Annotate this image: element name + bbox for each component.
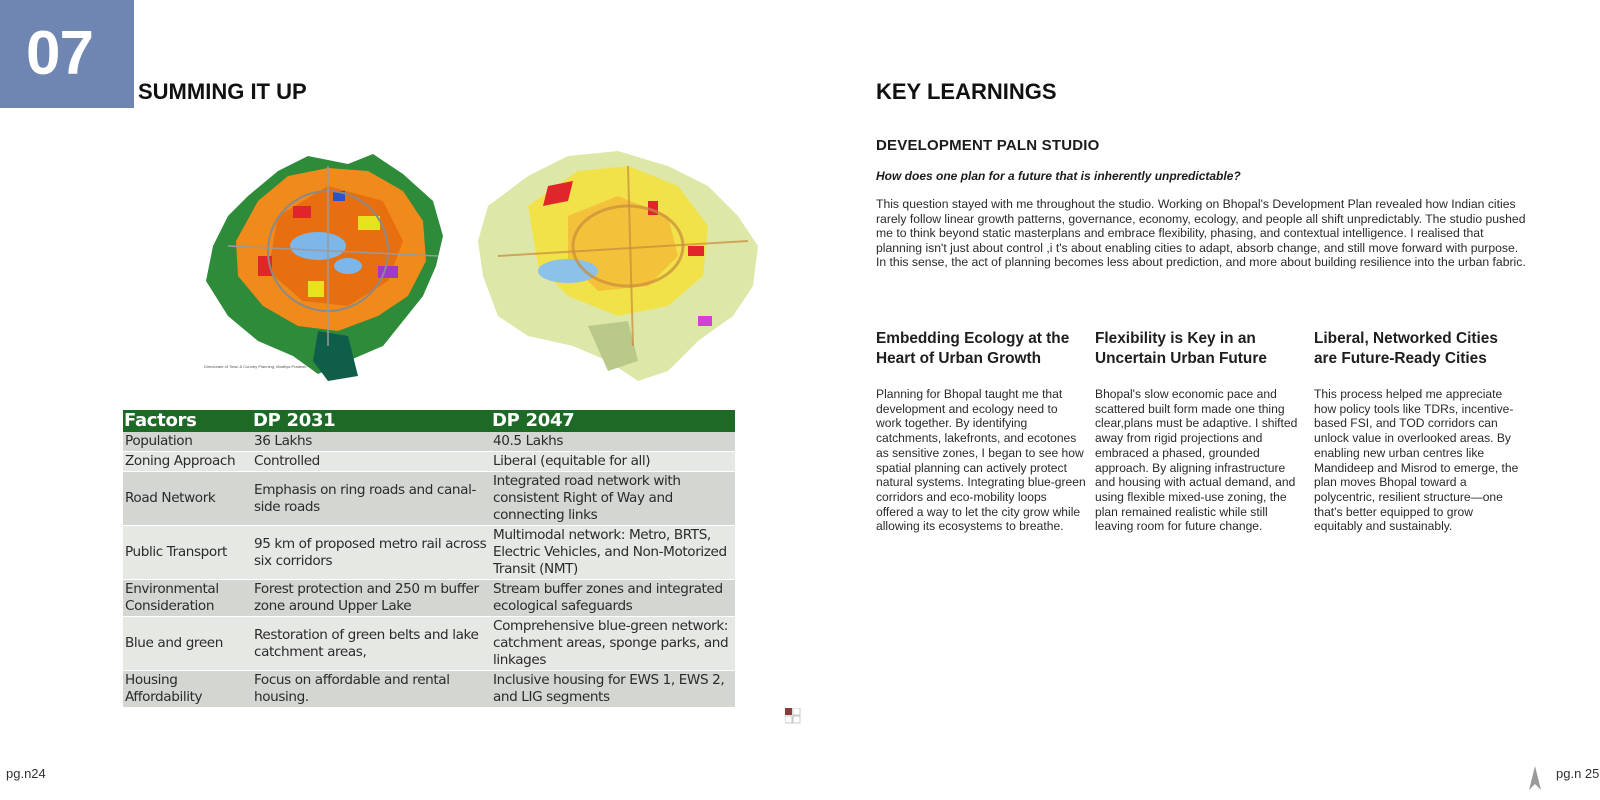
- learning-heading: Embedding Ecology at the Heart of Urban Growth: [876, 330, 1070, 367]
- table-header-row: [123, 410, 735, 432]
- factor-cell: Public Transport: [123, 526, 252, 580]
- dp-comparison-table: [123, 410, 735, 708]
- dp-2031-cell: Emphasis on ring roads and canal-side roads: [252, 472, 491, 526]
- learning-body: Planning for Bhopal taught me that development and ecology need to work together. By identifying catchments, lakefronts, and ecotones as sensitive zones, I began to see how spatial planning can actively protect natural systems. Integrating blue-green corridors and eco-mobility loops offered a way to let the city grow while allowing its ecosystems to breathe.: [876, 387, 1086, 534]
- intro-paragraph: This question stayed with me throughout the studio. Working on Bhopal's Development Plan revealed how Indian cities rarely follow linear growth patterns, governance, economy, ecology, and people all shift unpredictably. The studio pushed me to think beyond static masterplans and embrace flexibility, phasing, and contextual intelligence. I realised that planning isn't just about control ,i t's about enabling cities to adapt, absorb change, and still move forward with purpose. In this sense, the act of planning becomes less about prediction, and more about building resilience into the urban fabric.: [876, 197, 1526, 270]
- header-factors: Factors: [123, 410, 252, 432]
- dp-2031-cell: Focus on affordable and rental housing.: [252, 671, 491, 708]
- dp-2031-cell: Controlled: [252, 452, 491, 472]
- chapter-number: 07: [26, 19, 93, 88]
- table-row: [123, 671, 735, 708]
- table-row: [123, 580, 735, 617]
- table-row: [123, 432, 735, 452]
- dp-2031-cell: 36 Lakhs: [252, 432, 491, 452]
- development-plan-maps: [198, 146, 768, 386]
- learning-column-flexibility: [1095, 329, 1305, 534]
- dp-2031-map: [206, 154, 443, 381]
- learning-column-networked: [1314, 329, 1524, 534]
- learning-body: Bhopal's slow economic pace and scattered built form made one thing clear,plans must be adaptive. I shifted away from rigid projections and embraced a phased, grounded approach. By aligning infrastructure and housing with actual demand, and using flexible mixed-use zoning, the plan remained realistic while still leaving room for future change.: [1095, 387, 1298, 534]
- learning-column-ecology: [876, 329, 1086, 534]
- right-page-title: KEY LEARNINGS: [876, 79, 1057, 104]
- factor-cell: Housing Affordability: [123, 671, 252, 708]
- factor-cell: Zoning Approach: [123, 452, 252, 472]
- studio-subtitle: DEVELOPMENT PALN STUDIO: [876, 137, 1100, 154]
- table-row: [123, 617, 735, 671]
- learning-body: This process helped me appreciate how policy tools like TDRs, incentive-based FSI, and TOD corridors can unlock value in overlooked areas. By enabling new urban centres like Mandideep and Misrod to emerge, the plan moves Bhopal toward a polycentric, resilient structure—one that's better equipped to grow equitably and sustainably.: [1314, 387, 1519, 534]
- north-arrow-icon: [1528, 766, 1542, 792]
- grid-mark-icon: [785, 708, 801, 724]
- dp-2047-cell: 40.5 Lakhs: [491, 432, 735, 452]
- learning-heading: Flexibility is Key in an Uncertain Urban Future: [1095, 330, 1267, 367]
- table-row: [123, 472, 735, 526]
- table-row: [123, 526, 735, 580]
- dp-2047-cell: Multimodal network: Metro, BRTS, Electric Vehicles, and Non-Motorized Transit (NMT): [491, 526, 735, 580]
- dp-2047-cell: Liberal (equitable for all): [491, 452, 735, 472]
- factor-cell: Environmental Consideration: [123, 580, 252, 617]
- learning-heading: Liberal, Networked Cities are Future-Ready Cities: [1314, 330, 1498, 367]
- dp-2031-cell: 95 km of proposed metro rail across six corridors: [252, 526, 491, 580]
- page-number-left: pg.n24: [6, 766, 46, 781]
- table-row: [123, 452, 735, 472]
- map-caption: Directorate of Town & Country Planning, Madhya Pradesh: [204, 364, 307, 369]
- factor-cell: Road Network: [123, 472, 252, 526]
- factor-cell: Population: [123, 432, 252, 452]
- header-dp-2031: DP 2031: [252, 410, 491, 432]
- dp-2031-cell: Forest protection and 250 m buffer zone around Upper Lake: [252, 580, 491, 617]
- page-number-right: pg.n 25: [1556, 766, 1600, 781]
- header-dp-2047: DP 2047: [491, 410, 735, 432]
- dp-2047-cell: Integrated road network with consistent Right of Way and connecting links: [491, 472, 735, 526]
- guiding-question: How does one plan for a future that is inherently unpredictable?: [876, 169, 1241, 183]
- dp-2047-map: [478, 151, 758, 381]
- dp-2047-cell: Inclusive housing for EWS 1, EWS 2, and LIG segments: [491, 671, 735, 708]
- left-page-title: SUMMING IT UP: [138, 79, 307, 104]
- dp-2047-cell: Comprehensive blue-green network: catchment areas, sponge parks, and linkages: [491, 617, 735, 671]
- dp-2031-cell: Restoration of green belts and lake catchment areas,: [252, 617, 491, 671]
- factor-cell: Blue and green: [123, 617, 252, 671]
- dp-2047-cell: Stream buffer zones and integrated ecological safeguards: [491, 580, 735, 617]
